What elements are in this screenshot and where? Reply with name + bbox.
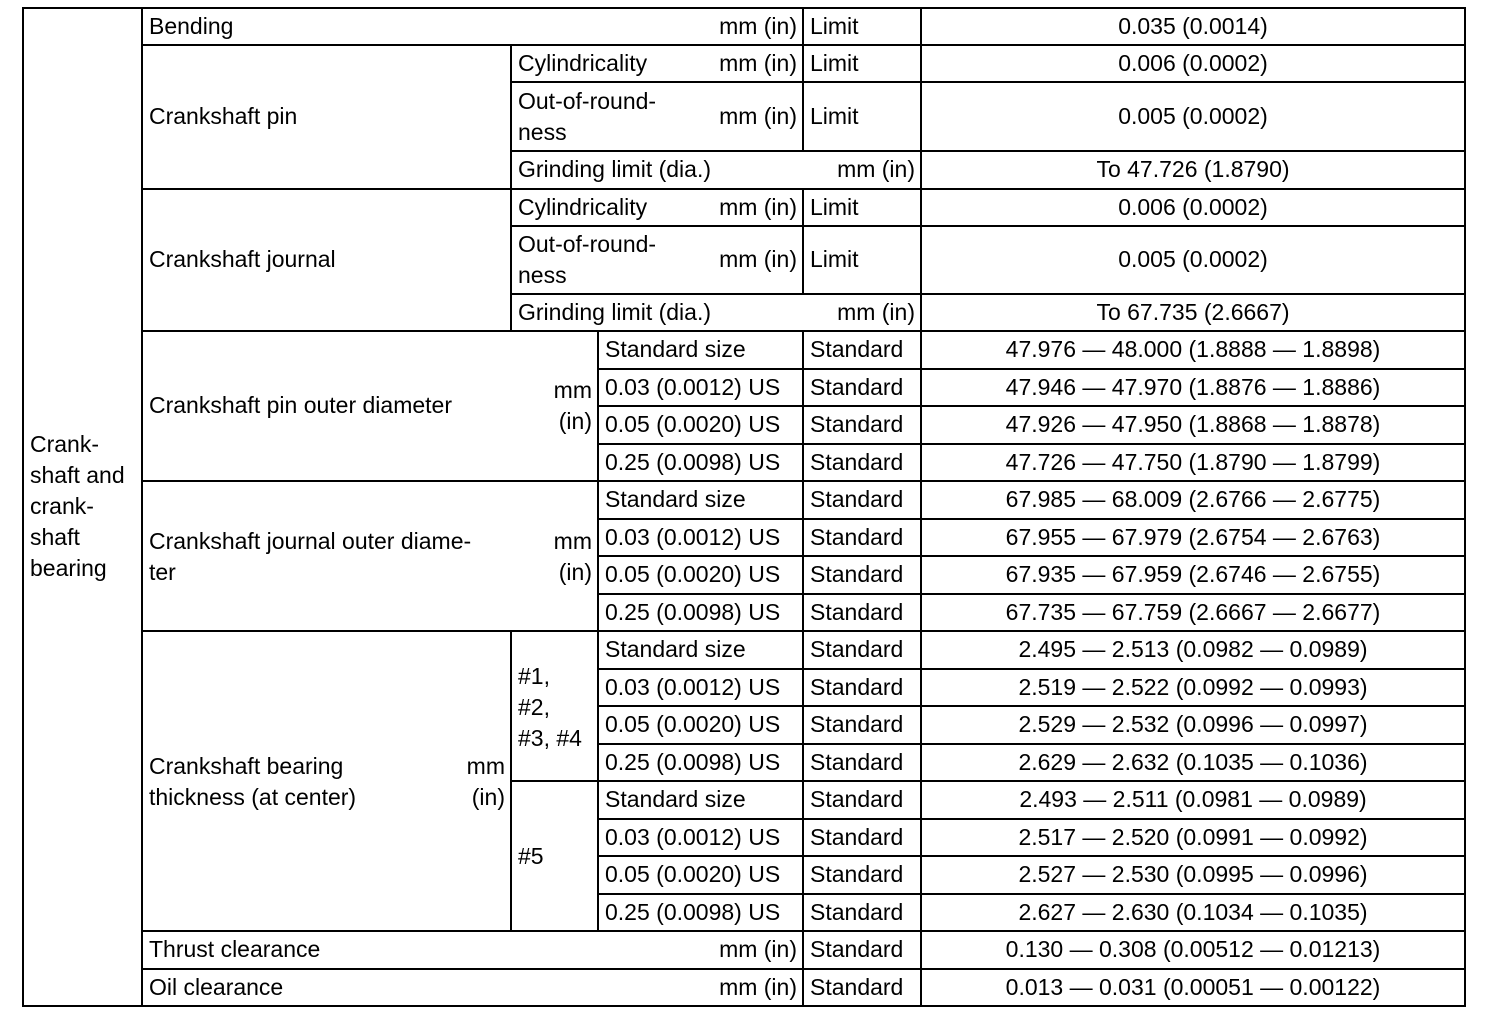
journal-od-value: 67.985 — 68.009 (2.6766 — 2.6775) [1005, 486, 1381, 512]
pin-od-value: 47.926 — 47.950 (1.8868 — 1.8878) [1005, 411, 1381, 437]
journal-od-value: 67.935 — 67.959 (2.6746 — 2.6755) [1005, 561, 1381, 587]
pin-cylindricality-limit: Limit [810, 50, 859, 76]
journal-od-value: 67.735 — 67.759 (2.6667 — 2.6677) [1005, 599, 1381, 625]
bending-label: Bending [149, 13, 234, 39]
journal-grinding-value: To 67.735 (2.6667) [1096, 299, 1290, 325]
bearing-value: 2.629 — 2.632 (0.1035 — 0.1036) [1018, 749, 1368, 775]
section-label: Crank- shaft and crank- shaft bearing [30, 431, 125, 581]
bearing-value: 2.493 — 2.511 (0.0981 — 0.0989) [1019, 786, 1367, 812]
journal-cylindricality-limit: Limit [810, 194, 859, 220]
journal-grinding-label: Grinding limit (dia.) [518, 299, 711, 325]
thrust-standard: Standard [810, 936, 904, 962]
pin-od-value: 47.946 — 47.970 (1.8876 — 1.8886) [1005, 374, 1381, 400]
thrust-unit: mm (in) [719, 936, 797, 962]
bearing-size: Standard size [605, 786, 746, 812]
thrust-value: 0.130 — 0.308 (0.00512 — 0.01213) [1005, 936, 1381, 962]
journal-od-size: 0.03 (0.0012) US [605, 524, 781, 550]
journal-od-standard: Standard [810, 486, 904, 512]
journal-od-size: 0.05 (0.0020) US [605, 561, 781, 587]
journal-od-size: Standard size [605, 486, 746, 512]
bearing-size: 0.05 (0.0020) US [605, 711, 781, 737]
pin-cylindricality-value: 0.006 (0.0002) [1118, 50, 1268, 76]
bearing-size: 0.25 (0.0098) US [605, 749, 781, 775]
bearing-standard: Standard [810, 749, 904, 775]
pin-od-size: 0.03 (0.0012) US [605, 374, 781, 400]
bearing-size: 0.05 (0.0020) US [605, 861, 781, 887]
bending-value: 0.035 (0.0014) [1118, 13, 1268, 39]
pin-od-standard: Standard [810, 411, 904, 437]
pin-od-value: 47.726 — 47.750 (1.8790 — 1.8799) [1005, 449, 1381, 475]
journal-od-unit-mm: mm [553, 528, 592, 554]
journal-out-of-round-unit: mm (in) [719, 246, 797, 272]
journal-cylindricality-value: 0.006 (0.0002) [1118, 194, 1268, 220]
journal-od-standard: Standard [810, 524, 904, 550]
bearing-unit-in: (in) [471, 784, 505, 810]
pin-grinding-unit: mm (in) [837, 156, 915, 182]
oil-standard: Standard [810, 974, 904, 1000]
bending-unit: mm (in) [719, 13, 797, 39]
pin-cylindricality-label: Cylindricality [518, 50, 648, 76]
pin-od-label: Crankshaft pin outer diameter [149, 392, 452, 418]
pin-grinding-value: To 47.726 (1.8790) [1096, 156, 1290, 182]
bearing-group1-label: #1, #2, #3, #4 [518, 663, 582, 751]
pin-od-unit-in: (in) [558, 408, 592, 434]
pin-od-unit-mm: mm [553, 377, 592, 403]
bearing-value: 2.519 — 2.522 (0.0992 — 0.0993) [1018, 674, 1368, 700]
journal-od-standard: Standard [810, 561, 904, 587]
bearing-label: Crankshaft bearing thickness (at center) [149, 753, 357, 810]
bearing-size: 0.03 (0.0012) US [605, 824, 781, 850]
bearing-standard: Standard [810, 824, 904, 850]
oil-label: Oil clearance [149, 974, 284, 1000]
journal-cylindricality-label: Cylindricality [518, 194, 648, 220]
bearing-size: 0.03 (0.0012) US [605, 674, 781, 700]
oil-value: 0.013 — 0.031 (0.00051 — 0.00122) [1005, 974, 1381, 1000]
pin-od-standard: Standard [810, 449, 904, 475]
journal-label: Crankshaft journal [149, 246, 336, 272]
journal-out-of-round-value: 0.005 (0.0002) [1118, 246, 1268, 272]
pin-out-of-round-unit: mm (in) [719, 103, 797, 129]
journal-cylindricality-unit: mm (in) [719, 194, 797, 220]
journal-out-of-round-label: Out-of-round- ness [518, 231, 657, 288]
bearing-value: 2.495 — 2.513 (0.0982 — 0.0989) [1018, 636, 1368, 662]
bending-limit: Limit [810, 13, 859, 39]
bearing-standard: Standard [810, 861, 904, 887]
bearing-value: 2.527 — 2.530 (0.0995 — 0.0996) [1018, 861, 1368, 887]
bearing-value: 2.517 — 2.520 (0.0991 — 0.0992) [1018, 824, 1368, 850]
journal-od-standard: Standard [810, 599, 904, 625]
bearing-unit-mm: mm [466, 753, 505, 779]
pin-cylindricality-unit: mm (in) [719, 50, 797, 76]
oil-unit: mm (in) [719, 974, 797, 1000]
bearing-standard: Standard [810, 786, 904, 812]
pin-grinding-label: Grinding limit (dia.) [518, 156, 711, 182]
bearing-size: Standard size [605, 636, 746, 662]
pin-label: Crankshaft pin [149, 103, 298, 129]
bearing-standard: Standard [810, 636, 904, 662]
journal-out-of-round-limit: Limit [810, 246, 859, 272]
pin-od-size: Standard size [605, 336, 746, 362]
journal-grinding-unit: mm (in) [837, 299, 915, 325]
bearing-standard: Standard [810, 711, 904, 737]
pin-out-of-round-limit: Limit [810, 103, 859, 129]
journal-od-value: 67.955 — 67.979 (2.6754 — 2.6763) [1005, 524, 1381, 550]
bearing-group2-label: #5 [518, 843, 544, 869]
pin-out-of-round-label: Out-of-round- ness [518, 88, 657, 145]
pin-od-size: 0.05 (0.0020) US [605, 411, 781, 437]
bearing-value: 2.529 — 2.532 (0.0996 — 0.0997) [1018, 711, 1368, 737]
pin-od-value: 47.976 — 48.000 (1.8888 — 1.8898) [1005, 336, 1381, 362]
pin-od-standard: Standard [810, 336, 904, 362]
journal-od-label: Crankshaft journal outer diame- ter [149, 528, 472, 585]
journal-od-unit-in: (in) [558, 559, 592, 585]
bearing-standard: Standard [810, 674, 904, 700]
pin-out-of-round-value: 0.005 (0.0002) [1118, 103, 1268, 129]
bearing-size: 0.25 (0.0098) US [605, 899, 781, 925]
bearing-value: 2.627 — 2.630 (0.1034 — 0.1035) [1018, 899, 1368, 925]
pin-od-standard: Standard [810, 374, 904, 400]
bearing-standard: Standard [810, 899, 904, 925]
pin-od-size: 0.25 (0.0098) US [605, 449, 781, 475]
thrust-label: Thrust clearance [149, 936, 321, 962]
journal-od-size: 0.25 (0.0098) US [605, 599, 781, 625]
